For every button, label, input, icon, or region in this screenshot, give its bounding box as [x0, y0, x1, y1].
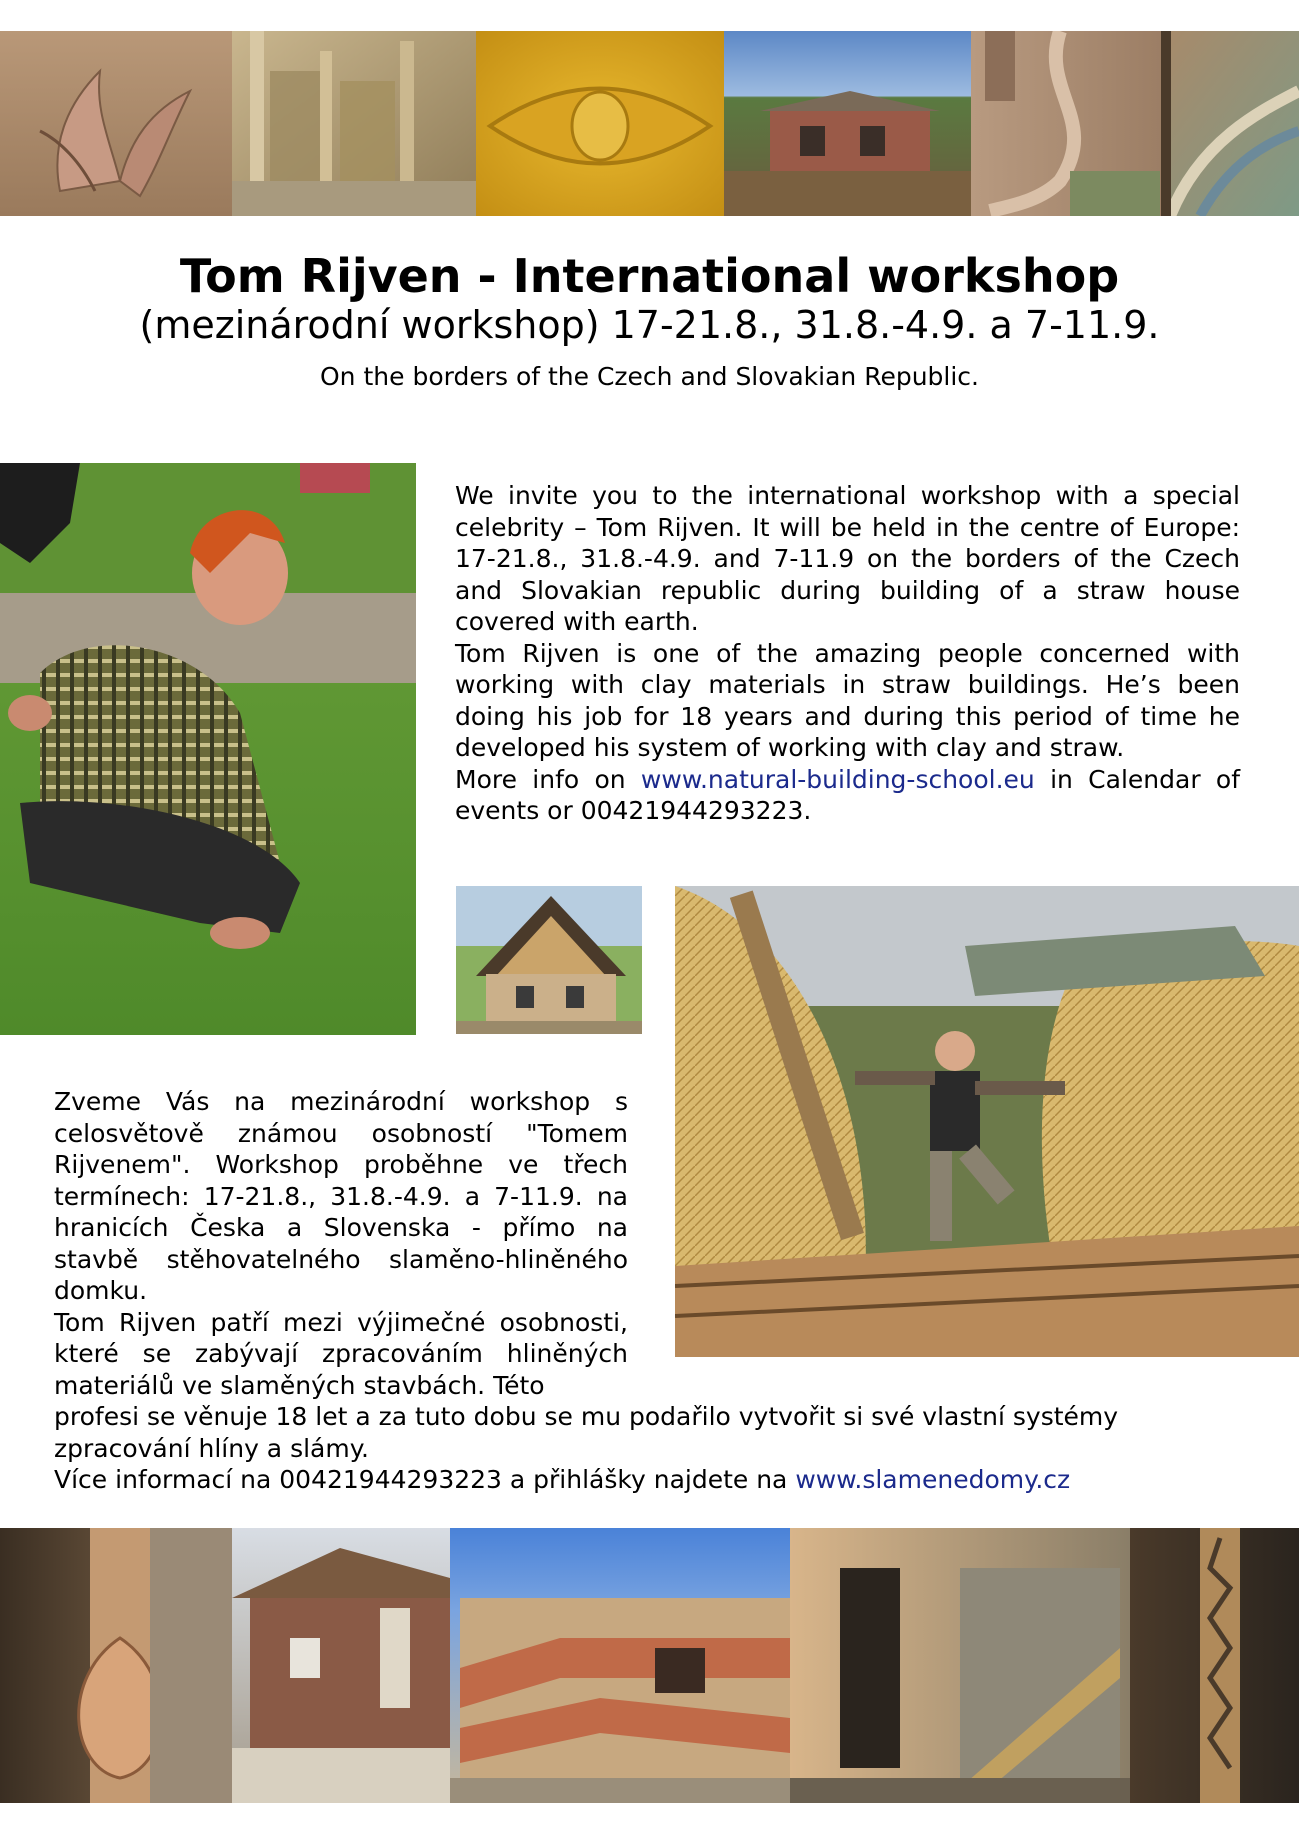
page-tagline: On the borders of the Czech and Slovakian Republic.: [320, 362, 979, 391]
czech-paragraph-2b: profesi se věnuje 18 let a za tuto dobu se mu podařilo vytvořit si své vlastní systémy zpracování hlíny a slámy.: [54, 1402, 1119, 1463]
czech-more-prefix: Více informací na 00421944293223 a přihlášky najdete na: [54, 1465, 796, 1494]
top-photo-strip: [0, 31, 1299, 216]
czech-more-info: [54, 1464, 1204, 1496]
english-paragraph-2: Tom Rijven is one of the amazing people concerned with working with clay materials in straw buildings. He’s been doing his job for 18 years and during this period of time he developed his system of working with clay and straw.: [455, 638, 1240, 762]
english-more-info: [455, 764, 1240, 827]
english-more-suffix: in Calendar of events or 00421944293223.: [455, 764, 1240, 825]
straw-bale-photo: [675, 886, 1299, 1357]
czech-description-continued: [54, 1401, 1204, 1496]
czech-description: [54, 1086, 628, 1401]
czech-paragraph-1: Zveme Vás na mezinárodní workshop s celosvětově známou osobností "Tomem Rijvenem". Workshop proběhne ve třech termínech: 17-21.8., 31.8.-4.9. a 7-11.9. na hranicích Česka a Slovenska - přímo na stavbě stěhovatelného slaměno-hliněného domku.: [54, 1087, 628, 1305]
english-more-prefix: More info on: [455, 764, 641, 794]
small-house-photo: [456, 886, 642, 1034]
slamenedomy-link[interactable]: www.slamenedomy.cz: [795, 1465, 1071, 1494]
top-photo-collage: [0, 31, 1299, 216]
portrait-illustration: [0, 463, 416, 1035]
small-house-illustration: [456, 886, 642, 1034]
page-subtitle: (mezinárodní workshop) 17-21.8., 31.8.-4.9. a 7-11.9.: [139, 303, 1160, 347]
natural-building-school-link[interactable]: www.natural-building-school.eu: [640, 764, 1035, 794]
page-title: Tom Rijven - International workshop: [179, 249, 1120, 303]
bottom-photo-collage: [0, 1528, 1299, 1803]
english-description: [455, 480, 1240, 827]
straw-bale-illustration: [675, 886, 1299, 1357]
english-paragraph-1: We invite you to the international workshop with a special celebrity – Tom Rijven. It will be held in the centre of Europe: 17-21.8., 31.8.-4.9. and 7-11.9 on the borders of the Czech and Slovakian republic during building of a straw house covered with earth.: [455, 481, 1240, 636]
czech-paragraph-2a: Tom Rijven patří mezi výjimečné osobnosti, které se zabývají zpracováním hliněných materiálů ve slaměných stavbách. Této: [54, 1307, 628, 1400]
bottom-photo-strip: [0, 1528, 1299, 1803]
portrait-photo: [0, 463, 416, 1035]
